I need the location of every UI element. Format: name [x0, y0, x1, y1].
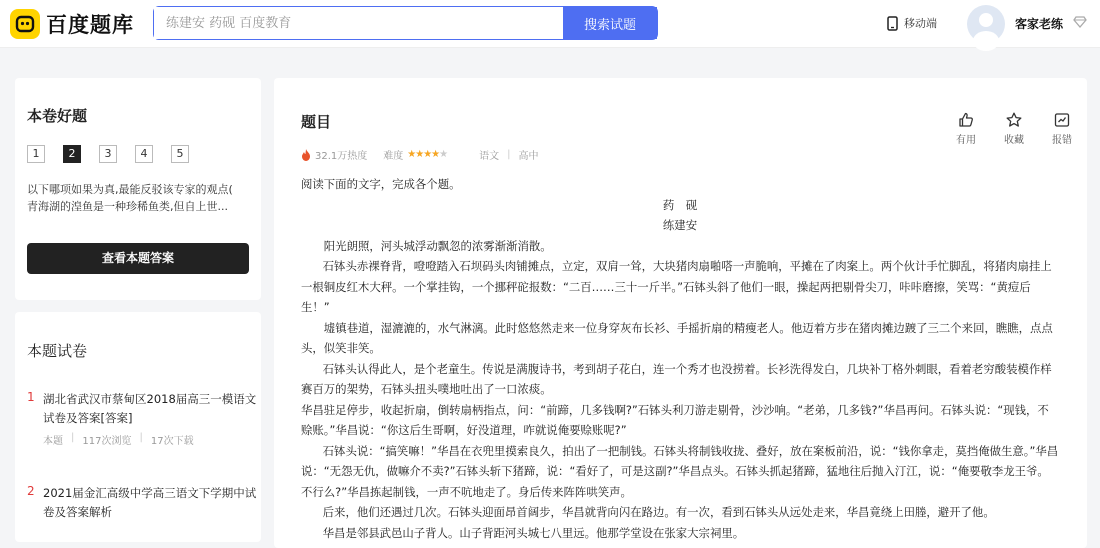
subject-tag[interactable]: 语文	[479, 151, 500, 162]
question-preview-line2: 青海湖的湟鱼是一种珍稀鱼类,但自上世...	[27, 200, 228, 213]
question-heading: 题目	[301, 113, 332, 131]
phone-icon	[887, 16, 898, 31]
meta-divider: |	[139, 432, 143, 443]
article-paragraph: 石钵头说：“搞笑嘛！”华昌在衣兜里摸索良久，拍出了一把制钱。石钵头将制钱收拢、叠好，放在案板前沿，说：“钱你拿走，莫挡俺做生意。”华昌说：“无怨无仇，做嘛介不卖?”石钵头斩下猪蹄，说：“看好了，可是这副?”华昌点头。石钵头抓起猪蹄，猛地往后抛入汀江，说：“俺要敬李龙王爷。不行么?”华昌拣起制钱，一声不吭地走了。身后传来阵阵哄笑声。	[301, 443, 1059, 499]
article-paragraph: 阳光朗照，河头城浮动飘忽的浓雾渐渐消散。	[323, 238, 552, 253]
fire-icon	[301, 149, 311, 161]
paper-index: 1	[27, 390, 35, 404]
question-actions	[953, 112, 1075, 146]
paper-item[interactable]	[27, 484, 257, 522]
question-preview[interactable]	[27, 181, 255, 215]
paper-title[interactable]: 湖北省武汉市蔡甸区2018届高三一模语文试卷及答案[答案]	[43, 392, 257, 425]
favorite-button[interactable]	[1001, 112, 1027, 146]
star-icon: ★	[415, 149, 424, 160]
like-label: 有用	[956, 135, 976, 146]
question-number-4[interactable]: 4	[135, 145, 153, 163]
paper-title[interactable]: 2021届金汇高级中学高三语文下学期中试卷及答案解析	[43, 486, 257, 519]
thumbs-up-icon	[958, 112, 974, 128]
logo-icon	[10, 9, 40, 39]
question-meta	[301, 147, 538, 162]
mobile-label: 移动端	[904, 17, 937, 30]
question-intro: 阅读下面的文字，完成各个题。	[301, 177, 461, 191]
star-outline-icon	[1006, 112, 1022, 128]
top-header	[0, 0, 1100, 48]
article-paragraph: 墟镇巷道，湿漉漉的，水气淋漓。此时悠悠然走来一位身穿灰布长衫、手摇折扇的精瘦老人。他迈着方步在猪肉摊边踱了三二个来回，瞧瞧，点点头，似笑非笑。	[301, 320, 1053, 355]
report-icon	[1054, 112, 1070, 128]
question-number-list	[27, 145, 189, 163]
question-number-2[interactable]: 2	[63, 145, 81, 163]
heat-count: 32.1万热度	[315, 151, 368, 162]
question-card	[274, 78, 1087, 548]
logo-text: 百度题库	[46, 13, 134, 37]
article-paragraph: 华昌是邻县武邑山子背人。山子背距河头城七八里远。他那学堂设在张家大宗祠里。	[322, 525, 745, 540]
paper-meta	[43, 432, 257, 447]
paper-tag: 本题	[43, 436, 63, 447]
exam-papers-card	[15, 312, 261, 542]
view-answer-button[interactable]: 查看本题答案	[27, 243, 249, 274]
like-button[interactable]	[953, 112, 979, 146]
star-icon: ★	[431, 149, 440, 160]
favorite-label: 收藏	[1004, 135, 1024, 146]
article-paragraph: 石钵头赤裸脊背，噔噔踏入石坝码头肉铺摊点，立定，双肩一耸，大块猪肉扇啪嗒一声脆响，平摊在了肉案上。两个伙计手忙脚乱，将猪肉扇挂上一根铜皮红木大秤。一个掌挂钩，一个挪秤砣报数：“二百……三十一斤半。”石钵头斜了他们一眼，操起两把剔骨尖刀，咔咔磨擦，笑骂：“黄痘后生！”	[301, 259, 1052, 314]
paper-views: 117次浏览	[82, 436, 132, 447]
featured-title: 本卷好题	[27, 107, 88, 125]
question-content	[301, 174, 1059, 543]
paper-index: 2	[27, 484, 35, 498]
paper-item[interactable]	[27, 390, 257, 447]
level-tag[interactable]: 高中	[518, 151, 539, 162]
avatar[interactable]	[967, 5, 1005, 43]
article-author: 练建安	[662, 218, 698, 232]
username[interactable]: 客家老练	[1015, 17, 1064, 31]
report-label: 报错	[1052, 135, 1072, 146]
logo[interactable]	[10, 9, 134, 39]
question-number-5[interactable]: 5	[171, 145, 189, 163]
mobile-link[interactable]	[887, 15, 937, 31]
question-number-1[interactable]: 1	[27, 145, 45, 163]
difficulty-label: 难度	[383, 151, 404, 162]
difficulty-stars	[407, 149, 447, 160]
article-paragraph: 后来，他们还遇过几次。石钵头迎面昂首阔步，华昌就背向闪在路边。有一次，看到石钵头从远处走来，华昌竟绕上田塍，避开了他。	[322, 505, 995, 519]
diamond-icon	[1073, 16, 1087, 28]
papers-title: 本题试卷	[27, 342, 88, 360]
search-bar	[153, 6, 658, 40]
article-title: 药 砚	[662, 197, 698, 212]
meta-divider: |	[507, 149, 511, 160]
article-paragraph: 华昌驻足停步，收起折扇，倒转扇柄指点，问：“前蹄，几多钱啊?”石钵头利刀游走剔骨，沙沙响。“老弟，几多钱?”华昌再问。石钵头说：“现钱，不赊账。”华昌说：“你这后生哥啊，好没道理，咋就说俺要赊账呢?”	[301, 402, 1049, 437]
search-button[interactable]: 搜索试题	[563, 7, 657, 39]
featured-questions-card	[15, 78, 261, 300]
article-paragraph: 石钵头认得此人，是个老童生。传说是满腹诗书，考到胡子花白，连一个秀才也没捞着。长衫洗得发白，几块补丁格外刺眼，看着老穷酸装模作样赛百万的架势，石钵头扭头噗地吐出了一口浓痰。	[301, 361, 1052, 396]
star-icon: ★	[423, 149, 432, 160]
question-preview-line1: 以下哪项如果为真,最能反驳该专家的观点(	[27, 183, 233, 196]
meta-divider: |	[71, 432, 75, 443]
star-icon: ★	[407, 149, 416, 160]
paper-downloads: 17次下载	[150, 436, 194, 447]
question-number-3[interactable]: 3	[99, 145, 117, 163]
star-empty-icon: ★	[439, 149, 448, 160]
report-button[interactable]	[1049, 112, 1075, 146]
search-input[interactable]	[154, 7, 563, 39]
